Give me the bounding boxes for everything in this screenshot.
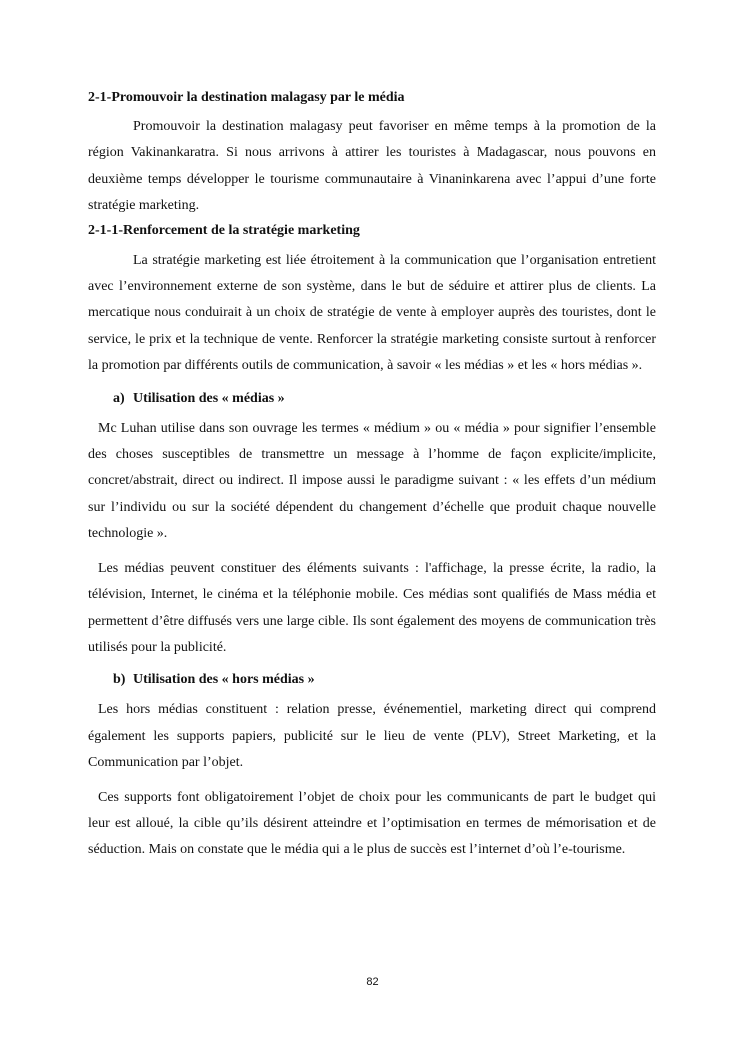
media-paragraph-1: Mc Luhan utilise dans son ouvrage les termes « médium » ou « média » pour signifier l’ensemble des choses susceptibles de transmettre un message à l’homme de façon explicite/implicite, concret/abstrait, direct ou indirect. Il impose aussi le paradigme suivant : « les effets d’un médium sur l’individu ou sur la société dépendent du changement d’échelle que produit chaque nouvelle technologie ». xyxy=(88,420,656,542)
subsection-heading: 2-1-1-Renforcement de la stratégie marketing xyxy=(88,222,360,238)
media-paragraph-2: Les médias peuvent constituer des éléments suivants : l'affichage, la presse écrite, la radio, la télévision, Internet, le cinéma et la téléphonie mobile. Ces médias sont qualifiés de Mass média et permettent d’être diffusés vers une large cible. Ils sont également des moyens de communication très utilisés pour la publicité. xyxy=(88,560,656,655)
section-heading: 2-1-Promouvoir la destination malagasy par le média xyxy=(88,90,405,105)
hors-media-paragraph-2: Ces supports font obligatoirement l’objet de choix pour les communicants de part le budget qui leur est alloué, la cible qu’ils désirent atteindre et l’optimisation en termes de mémorisation et de séduction. Mais on constate que le média qui a le plus de succès est l’internet d’où l’e-tourisme. xyxy=(88,789,656,858)
section-paragraph: Promouvoir la destination malagasy peut favoriser en même temps à la promotion de la région Vakinankaratra. Si nous arrivons à attirer les touristes à Madagascar, nous pouvons en deuxième temps développer le tourisme communautaire à Vinaninkarena avec l’appui d’une forte stratégie marketing. xyxy=(88,119,656,214)
list-marker-a: a) xyxy=(113,390,125,406)
page-number: 82 xyxy=(366,976,379,988)
list-heading-a xyxy=(88,390,656,408)
list-heading-b xyxy=(88,671,656,689)
list-heading-a-text: Utilisation des « médias » xyxy=(133,390,285,406)
list-heading-b-text: Utilisation des « hors médias » xyxy=(133,672,315,688)
subsection-paragraph: La stratégie marketing est liée étroitement à la communication que l’organisation entretient avec l’environnement externe de son système, dans le but de séduire et attirer plus de clients. La mercatique nous conduirait à un choix de stratégie de vente à employer auprès des touristes, dont le service, le prix et la technique de vente. Renforcer la stratégie marketing consiste surtout à renforcer la promotion par différents outils de communication, à savoir « les médias » et les « hors médias ». xyxy=(88,252,656,374)
hors-media-paragraph-1: Les hors médias constituent : relation presse, événementiel, marketing direct qui comprend également les supports papiers, publicité sur le lieu de vente (PLV), Street Marketing, et la Communication par l’objet. xyxy=(88,702,656,771)
document-page xyxy=(88,89,656,864)
list-marker-b: b) xyxy=(113,672,126,688)
